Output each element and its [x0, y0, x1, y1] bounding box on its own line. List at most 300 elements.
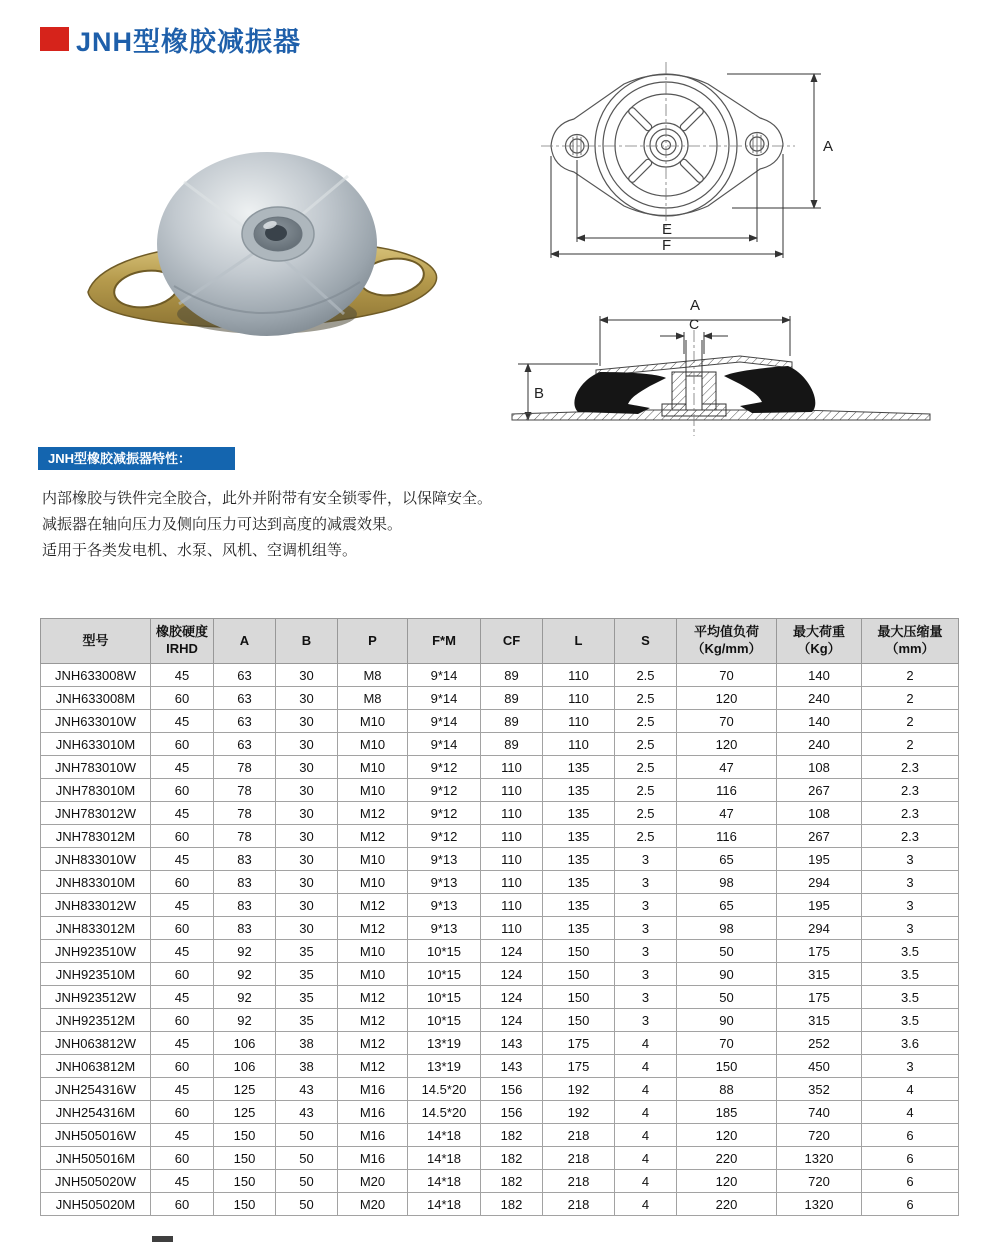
table-cell: M12 [338, 1032, 408, 1055]
table-cell: 2 [862, 733, 959, 756]
table-cell: 1320 [777, 1147, 862, 1170]
table-cell: 60 [151, 779, 214, 802]
table-cell: 38 [276, 1032, 338, 1055]
features-banner: JNH型橡胶减振器特性： [38, 447, 235, 470]
table-cell: 10*15 [408, 986, 481, 1009]
table-cell: JNH833012M [41, 917, 151, 940]
table-cell: 3 [862, 894, 959, 917]
table-cell: 9*14 [408, 664, 481, 687]
table-cell: 3 [615, 848, 677, 871]
table-cell: 120 [677, 687, 777, 710]
table-cell: 14*18 [408, 1193, 481, 1216]
page-title: JNH型橡胶减振器 [76, 27, 302, 57]
table-row [41, 963, 959, 986]
table-cell: 3 [862, 1055, 959, 1078]
table-cell: 135 [543, 894, 615, 917]
table-cell: 9*13 [408, 871, 481, 894]
table-cell: M20 [338, 1193, 408, 1216]
table-cell: 135 [543, 802, 615, 825]
table-cell: 240 [777, 733, 862, 756]
table-cell: 125 [214, 1101, 276, 1124]
table-cell: JNH633010M [41, 733, 151, 756]
table-cell: 110 [481, 779, 543, 802]
table-cell: 65 [677, 894, 777, 917]
table-cell: 60 [151, 917, 214, 940]
table-cell: 352 [777, 1078, 862, 1101]
table-cell: 192 [543, 1101, 615, 1124]
table-cell: 14.5*20 [408, 1101, 481, 1124]
table-header-cell: S [615, 619, 677, 664]
table-cell: M10 [338, 848, 408, 871]
table-header-cell: 最大荷重 （Kg） [777, 619, 862, 664]
table-cell: 92 [214, 986, 276, 1009]
table-cell: 60 [151, 1055, 214, 1078]
table-cell: 110 [543, 733, 615, 756]
table-cell: 2.3 [862, 802, 959, 825]
table-cell: 315 [777, 1009, 862, 1032]
table-cell: 78 [214, 802, 276, 825]
table-cell: M20 [338, 1170, 408, 1193]
product-photo [82, 146, 442, 356]
table-cell: 9*12 [408, 779, 481, 802]
table-cell: 124 [481, 940, 543, 963]
table-cell: JNH505016W [41, 1124, 151, 1147]
table-cell: M12 [338, 802, 408, 825]
table-cell: 83 [214, 871, 276, 894]
table-cell: 83 [214, 894, 276, 917]
table-cell: 2.5 [615, 779, 677, 802]
table-cell: 267 [777, 779, 862, 802]
table-row [41, 894, 959, 917]
table-cell: 135 [543, 825, 615, 848]
table-cell: 156 [481, 1101, 543, 1124]
table-cell: JNH783012M [41, 825, 151, 848]
table-cell: 143 [481, 1032, 543, 1055]
table-cell: 50 [276, 1147, 338, 1170]
table-row [41, 687, 959, 710]
table-cell: 110 [543, 710, 615, 733]
table-cell: 125 [214, 1078, 276, 1101]
table-cell: JNH783012W [41, 802, 151, 825]
table-cell: 4 [615, 1101, 677, 1124]
table-cell: 135 [543, 756, 615, 779]
table-cell: JNH254316M [41, 1101, 151, 1124]
table-cell: 60 [151, 1193, 214, 1216]
table-row [41, 802, 959, 825]
table-cell: 60 [151, 963, 214, 986]
table-cell: 13*19 [408, 1055, 481, 1078]
table-cell: M10 [338, 756, 408, 779]
top-view-drawing [527, 60, 959, 290]
table-cell: 150 [214, 1147, 276, 1170]
table-cell: 2.5 [615, 733, 677, 756]
table-cell: 124 [481, 1009, 543, 1032]
table-cell: 6 [862, 1170, 959, 1193]
table-cell: 4 [615, 1147, 677, 1170]
table-cell: 43 [276, 1078, 338, 1101]
table-cell: 2.5 [615, 710, 677, 733]
table-row [41, 848, 959, 871]
table-cell: 47 [677, 802, 777, 825]
table-cell: 135 [543, 779, 615, 802]
table-cell: 3 [615, 986, 677, 1009]
table-cell: 195 [777, 848, 862, 871]
table-cell: 156 [481, 1078, 543, 1101]
table-cell: 35 [276, 1009, 338, 1032]
table-header-cell: 型号 [41, 619, 151, 664]
table-cell: 192 [543, 1078, 615, 1101]
table-cell: 30 [276, 779, 338, 802]
table-row [41, 871, 959, 894]
table-cell: JNH505020W [41, 1170, 151, 1193]
table-cell: 110 [543, 687, 615, 710]
table-cell: 83 [214, 848, 276, 871]
table-cell: 143 [481, 1055, 543, 1078]
table-cell: JNH633010W [41, 710, 151, 733]
table-cell: 70 [677, 710, 777, 733]
table-cell: 4 [615, 1055, 677, 1078]
feature-line: 减振器在轴向压力及侧向压力可达到高度的减震效果。 [42, 516, 403, 533]
table-cell: 63 [214, 664, 276, 687]
table-cell: JNH063812M [41, 1055, 151, 1078]
table-cell: 182 [481, 1124, 543, 1147]
table-cell: 106 [214, 1032, 276, 1055]
title-accent-square [40, 27, 69, 51]
table-cell: 124 [481, 986, 543, 1009]
table-cell: 3.5 [862, 963, 959, 986]
table-cell: JNH505020M [41, 1193, 151, 1216]
table-cell: 45 [151, 664, 214, 687]
table-cell: M16 [338, 1078, 408, 1101]
table-cell: 150 [543, 940, 615, 963]
table-cell: 150 [543, 986, 615, 1009]
table-cell: M16 [338, 1124, 408, 1147]
table-cell: 30 [276, 733, 338, 756]
table-row [41, 710, 959, 733]
table-cell: 9*13 [408, 848, 481, 871]
table-cell: 30 [276, 871, 338, 894]
table-cell: 90 [677, 963, 777, 986]
table-cell: 30 [276, 687, 338, 710]
table-cell: 30 [276, 802, 338, 825]
table-cell: 60 [151, 687, 214, 710]
table-cell: 63 [214, 733, 276, 756]
table-cell: 720 [777, 1170, 862, 1193]
table-cell: 267 [777, 825, 862, 848]
table-cell: 150 [543, 1009, 615, 1032]
dimension-label-a2: A [690, 297, 701, 314]
table-cell: 6 [862, 1124, 959, 1147]
table-cell: 2 [862, 664, 959, 687]
table-cell: 4 [615, 1032, 677, 1055]
table-cell: 3.5 [862, 986, 959, 1009]
table-cell: 110 [481, 871, 543, 894]
table-cell: 2.5 [615, 802, 677, 825]
table-cell: JNH923510W [41, 940, 151, 963]
table-cell: 78 [214, 779, 276, 802]
table-cell: 150 [214, 1193, 276, 1216]
table-cell: 60 [151, 1147, 214, 1170]
table-row [41, 1078, 959, 1101]
table-cell: 9*12 [408, 825, 481, 848]
table-cell: 9*14 [408, 733, 481, 756]
table-cell: 45 [151, 1032, 214, 1055]
center-recess [242, 207, 314, 261]
dimension-label-b: B [534, 385, 545, 402]
table-cell: M10 [338, 733, 408, 756]
table-cell: 10*15 [408, 940, 481, 963]
table-cell: M16 [338, 1101, 408, 1124]
table-cell: 185 [677, 1101, 777, 1124]
table-cell: M10 [338, 710, 408, 733]
table-cell: 50 [677, 986, 777, 1009]
table-cell: 3 [862, 917, 959, 940]
table-cell: 120 [677, 1170, 777, 1193]
table-cell: JNH633008M [41, 687, 151, 710]
table-cell: 720 [777, 1124, 862, 1147]
table-cell: 3.5 [862, 1009, 959, 1032]
table-cell: JNH783010M [41, 779, 151, 802]
table-cell: 4 [615, 1193, 677, 1216]
table-cell: 150 [214, 1124, 276, 1147]
table-cell: 218 [543, 1147, 615, 1170]
table-header-cell: P [338, 619, 408, 664]
table-cell: 60 [151, 733, 214, 756]
table-cell: JNH633008W [41, 664, 151, 687]
feature-line: 内部橡胶与铁件完全胶合，此外并附带有安全锁零件，以保障安全。 [42, 490, 493, 507]
dimension-label-e: E [662, 221, 673, 238]
table-cell: 6 [862, 1193, 959, 1216]
table-cell: 13*19 [408, 1032, 481, 1055]
section-body [512, 340, 930, 420]
table-row [41, 664, 959, 687]
table-cell: 92 [214, 940, 276, 963]
table-cell: 38 [276, 1055, 338, 1078]
table-cell: M12 [338, 825, 408, 848]
table-cell: 315 [777, 963, 862, 986]
table-cell: JNH254316W [41, 1078, 151, 1101]
dimension-label-c: C [689, 316, 700, 332]
table-cell: M10 [338, 940, 408, 963]
table-header-cell: B [276, 619, 338, 664]
table-cell: 175 [777, 940, 862, 963]
table-row [41, 1124, 959, 1147]
table-cell: 3 [615, 894, 677, 917]
table-row [41, 779, 959, 802]
table-row [41, 986, 959, 1009]
spec-table [40, 618, 959, 1216]
table-cell: 89 [481, 664, 543, 687]
table-cell: 14*18 [408, 1147, 481, 1170]
table-cell: 110 [481, 802, 543, 825]
table-cell: 35 [276, 986, 338, 1009]
table-cell: 2 [862, 687, 959, 710]
table-cell: 2.5 [615, 825, 677, 848]
table-cell: 110 [481, 848, 543, 871]
table-cell: 3 [862, 871, 959, 894]
table-cell: 9*12 [408, 756, 481, 779]
table-header-cell: A [214, 619, 276, 664]
table-cell: JNH833010W [41, 848, 151, 871]
bolt-hole-right [746, 133, 769, 156]
table-cell: 140 [777, 710, 862, 733]
table-cell: 182 [481, 1147, 543, 1170]
table-cell: 2.3 [862, 756, 959, 779]
table-cell: 220 [677, 1193, 777, 1216]
table-cell: 150 [543, 963, 615, 986]
table-cell: 45 [151, 894, 214, 917]
table-cell: M12 [338, 1009, 408, 1032]
table-cell: 92 [214, 963, 276, 986]
table-cell: 150 [677, 1055, 777, 1078]
table-cell: 294 [777, 871, 862, 894]
table-cell: 3.5 [862, 940, 959, 963]
table-cell: 10*15 [408, 963, 481, 986]
table-row [41, 1009, 959, 1032]
table-cell: 120 [677, 1124, 777, 1147]
table-cell: 43 [276, 1101, 338, 1124]
table-cell: JNH063812W [41, 1032, 151, 1055]
table-cell: 45 [151, 802, 214, 825]
table-cell: 2.5 [615, 756, 677, 779]
table-cell: JNH923510M [41, 963, 151, 986]
table-cell: 218 [543, 1170, 615, 1193]
table-header-row [41, 619, 959, 664]
table-cell: M12 [338, 917, 408, 940]
table-cell: 45 [151, 710, 214, 733]
table-cell: 140 [777, 664, 862, 687]
table-row [41, 825, 959, 848]
table-cell: 78 [214, 756, 276, 779]
table-row [41, 733, 959, 756]
table-cell: 4 [615, 1170, 677, 1193]
table-cell: 60 [151, 825, 214, 848]
table-cell: 218 [543, 1124, 615, 1147]
table-cell: JNH923512M [41, 1009, 151, 1032]
table-row [41, 917, 959, 940]
table-cell: 45 [151, 1124, 214, 1147]
table-cell: 70 [677, 1032, 777, 1055]
table-cell: 2.3 [862, 779, 959, 802]
table-cell: 14*18 [408, 1124, 481, 1147]
table-cell: M10 [338, 871, 408, 894]
table-cell: 10*15 [408, 1009, 481, 1032]
table-cell: 35 [276, 963, 338, 986]
table-cell: M12 [338, 1055, 408, 1078]
table-cell: 45 [151, 1170, 214, 1193]
features-text [42, 486, 492, 564]
table-cell: 89 [481, 687, 543, 710]
table-cell: 3 [862, 848, 959, 871]
table-cell: 9*12 [408, 802, 481, 825]
table-cell: 14*18 [408, 1170, 481, 1193]
table-cell: 195 [777, 894, 862, 917]
table-cell: 60 [151, 1009, 214, 1032]
table-cell: 14.5*20 [408, 1078, 481, 1101]
table-cell: 175 [777, 986, 862, 1009]
dimension-label-a: A [823, 138, 834, 155]
table-cell: 150 [214, 1170, 276, 1193]
table-cell: 1320 [777, 1193, 862, 1216]
table-cell: 3 [615, 1009, 677, 1032]
table-cell: 740 [777, 1101, 862, 1124]
feature-line: 适用于各类发电机、水泵、风机、空调机组等。 [42, 542, 358, 559]
table-cell: 30 [276, 848, 338, 871]
table-cell: 50 [276, 1170, 338, 1193]
table-cell: 120 [677, 733, 777, 756]
table-cell: 2.5 [615, 664, 677, 687]
table-cell: 89 [481, 710, 543, 733]
table-cell: 30 [276, 894, 338, 917]
table-cell: 294 [777, 917, 862, 940]
table-cell: 3 [615, 917, 677, 940]
table-cell: 45 [151, 1078, 214, 1101]
table-cell: 218 [543, 1193, 615, 1216]
table-cell: 45 [151, 848, 214, 871]
table-row [41, 1032, 959, 1055]
table-cell: M16 [338, 1147, 408, 1170]
table-cell: M12 [338, 986, 408, 1009]
table-cell: JNH833012W [41, 894, 151, 917]
table-cell: 4 [862, 1101, 959, 1124]
table-cell: 65 [677, 848, 777, 871]
table-cell: 9*13 [408, 894, 481, 917]
table-cell: 4 [615, 1124, 677, 1147]
table-cell: 47 [677, 756, 777, 779]
table-cell: M10 [338, 963, 408, 986]
table-cell: 182 [481, 1193, 543, 1216]
table-cell: 30 [276, 664, 338, 687]
table-cell: 30 [276, 710, 338, 733]
table-cell: 90 [677, 1009, 777, 1032]
table-cell: 30 [276, 825, 338, 848]
table-cell: 3 [615, 940, 677, 963]
table-cell: 45 [151, 940, 214, 963]
table-cell: 182 [481, 1170, 543, 1193]
table-cell: M8 [338, 664, 408, 687]
table-cell: 70 [677, 664, 777, 687]
table-cell: JNH505016M [41, 1147, 151, 1170]
table-cell: 92 [214, 1009, 276, 1032]
table-header-cell: L [543, 619, 615, 664]
table-header-cell: 橡胶硬度 IRHD [151, 619, 214, 664]
table-cell: 110 [481, 825, 543, 848]
table-cell: 135 [543, 917, 615, 940]
table-cell: JNH783010W [41, 756, 151, 779]
table-cell: 110 [481, 894, 543, 917]
table-cell: 110 [481, 756, 543, 779]
table-cell: 4 [862, 1078, 959, 1101]
table-cell: M8 [338, 687, 408, 710]
table-row [41, 1147, 959, 1170]
bottom-partial-mark [152, 1236, 173, 1242]
table-cell: JNH923512W [41, 986, 151, 1009]
table-cell: 63 [214, 710, 276, 733]
table-cell: 175 [543, 1032, 615, 1055]
table-header-cell: CF [481, 619, 543, 664]
table-cell: 116 [677, 825, 777, 848]
table-cell: 88 [677, 1078, 777, 1101]
table-cell: M12 [338, 894, 408, 917]
table-row [41, 756, 959, 779]
table-cell: 89 [481, 733, 543, 756]
table-cell: 116 [677, 779, 777, 802]
table-cell: 98 [677, 917, 777, 940]
table-cell: 35 [276, 940, 338, 963]
table-cell: 45 [151, 986, 214, 1009]
table-cell: 83 [214, 917, 276, 940]
table-cell: 30 [276, 917, 338, 940]
